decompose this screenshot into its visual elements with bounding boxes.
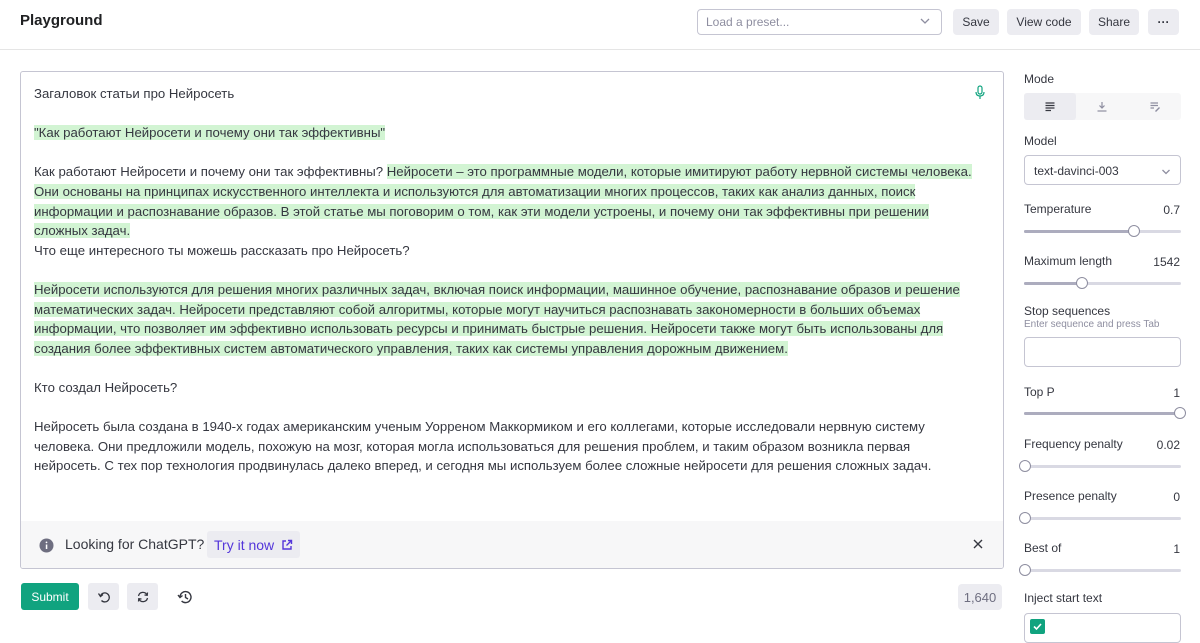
inject-start-label: Inject start text: [1024, 591, 1103, 605]
history-icon: [177, 589, 193, 605]
stop-sequences-label: Stop sequences: [1024, 304, 1111, 318]
complete-mode-icon: [1044, 101, 1056, 113]
editor-blank-line: [34, 398, 974, 418]
submit-button[interactable]: Submit: [21, 583, 79, 610]
max-length-handle[interactable]: [1076, 277, 1088, 289]
presence-penalty-slider[interactable]: [1024, 517, 1181, 520]
frequency-penalty-handle[interactable]: [1019, 460, 1031, 472]
preset-placeholder: Load a preset...: [706, 15, 790, 29]
temperature-label: Temperature: [1024, 202, 1092, 216]
stop-sequences-input[interactable]: [1024, 337, 1181, 367]
max-length-label: Maximum length: [1024, 254, 1113, 268]
prompt-segment: Как работают Нейросети и почему они так эффективны?: [34, 164, 387, 180]
max-length-value: 1542: [1153, 255, 1180, 269]
save-button[interactable]: Save: [953, 9, 999, 35]
presence-penalty-value: 0: [1173, 490, 1180, 504]
editor-paragraph: [34, 241, 974, 261]
editor-paragraph: [34, 84, 974, 104]
banner-message: Looking for ChatGPT?: [65, 536, 205, 552]
best-of-slider[interactable]: [1024, 569, 1181, 572]
editor-blank-line: [34, 260, 974, 280]
editor-paragraph: [34, 417, 974, 476]
chevron-down-icon: [1160, 166, 1172, 178]
preset-select[interactable]: [697, 9, 942, 35]
top-bar: [0, 0, 1200, 50]
completion-text: Нейросети используются для решения многих различных задач, включая поиск информации, машинное обучение, распознавание образов и решение математических задач. Нейросети представляют собой алгоритмы, которые могут научиться распознавать закономерности в больших объемах информации, что позволяет им эффективно использовать ресурсы и принимать быстрые решения. Нейросети также могут быть использованы для создания более эффективных систем автоматического управления, таких как системы управления дорожным движением.: [34, 281, 960, 356]
editor-paragraph: [34, 162, 974, 240]
prompt-segment: Загаловок статьи про Нейросеть: [34, 86, 235, 101]
top-p-value: 1: [1173, 386, 1180, 400]
stop-sequences-hint: Enter sequence and press Tab: [1024, 319, 1160, 330]
editor-blank-line: [34, 358, 974, 378]
page-title: Playground: [20, 12, 103, 29]
editor-paragraph: [34, 123, 974, 143]
frequency-penalty-slider[interactable]: [1024, 465, 1181, 468]
top-p-handle[interactable]: [1174, 407, 1186, 419]
view-code-button[interactable]: View code: [1007, 9, 1081, 35]
prompt-text[interactable]: [34, 84, 974, 476]
best-of-value: 1: [1173, 542, 1180, 556]
editor-paragraph: [34, 280, 974, 358]
mode-edit[interactable]: [1129, 93, 1181, 120]
presence-penalty-label: Presence penalty: [1024, 489, 1117, 503]
regenerate-icon: [136, 590, 150, 604]
info-icon: [39, 538, 54, 553]
editor-paragraph: [34, 378, 974, 398]
frequency-penalty-value: 0.02: [1156, 438, 1180, 452]
try-it-now-link[interactable]: [207, 531, 300, 558]
top-p-label: Top P: [1024, 385, 1055, 399]
best-of-handle[interactable]: [1019, 564, 1031, 576]
regenerate-button[interactable]: [127, 583, 158, 610]
undo-icon: [97, 590, 111, 604]
mode-complete[interactable]: [1024, 93, 1076, 120]
top-p-fill: [1024, 412, 1181, 415]
editor-blank-line: [34, 104, 974, 124]
chevron-down-icon: [918, 14, 932, 28]
mode-label: Mode: [1024, 72, 1055, 86]
inject-start-field[interactable]: [1024, 613, 1181, 643]
share-button[interactable]: Share: [1089, 9, 1139, 35]
close-icon[interactable]: [971, 537, 985, 551]
token-count: 1,640: [958, 584, 1002, 610]
temperature-fill: [1024, 230, 1134, 233]
mode-insert[interactable]: [1076, 93, 1128, 120]
edit-mode-icon: [1149, 101, 1161, 113]
undo-button[interactable]: [88, 583, 119, 610]
prompt-segment: Что еще интересного ты можешь рассказать про Нейросеть?: [34, 242, 410, 258]
model-value: text-davinci-003: [1034, 164, 1119, 178]
temperature-value: 0.7: [1163, 203, 1180, 217]
frequency-penalty-label: Frequency penalty: [1024, 437, 1123, 451]
prompt-segment: Нейросеть была создана в 1940-х годах американским ученым Уорреном Маккормиком и его коллегами, которые исследовали нервную систему человека. Они предложили модель, похожую на мозг, которая могла использоваться для решения проблем, и таким образом возникла первая нейросеть. С тех пор технология продвинулась далеко вперед, и сегодня мы используем более сложные нейросети для решения сложных задач.: [34, 419, 932, 474]
try-it-now-label: Try it now: [214, 536, 275, 553]
history-button[interactable]: [169, 583, 200, 610]
inject-start-checkbox[interactable]: [1030, 619, 1045, 634]
completion-text: "Как работают Нейросети и почему они так эффективны": [34, 125, 386, 141]
prompt-editor[interactable]: [20, 71, 1004, 569]
best-of-label: Best of: [1024, 541, 1062, 555]
model-select[interactable]: [1024, 155, 1181, 185]
top-p-slider[interactable]: [1024, 412, 1181, 415]
insert-mode-icon: [1096, 101, 1108, 113]
more-options-button[interactable]: ···: [1148, 9, 1179, 35]
external-link-icon: [281, 539, 293, 551]
presence-penalty-handle[interactable]: [1019, 512, 1031, 524]
max-length-slider[interactable]: [1024, 282, 1181, 285]
temperature-slider[interactable]: [1024, 230, 1181, 233]
prompt-segment: Кто создал Нейросеть?: [34, 379, 178, 395]
max-length-fill: [1024, 282, 1082, 285]
mode-selector: [1024, 93, 1181, 120]
microphone-icon[interactable]: [973, 85, 987, 101]
chatgpt-banner: [21, 521, 1003, 569]
checkmark-icon: [1032, 621, 1043, 632]
editor-blank-line: [34, 143, 974, 163]
temperature-handle[interactable]: [1128, 225, 1140, 237]
model-label: Model: [1024, 134, 1057, 148]
completion-text: Нейросети – это программные модели, которые имитируют работу нервной системы человека. Они основаны на принципах искусственного интеллекта и используются для автоматизации многих процессов, таких как анализ данных, поиск информации и распознавание образов. В этой статье мы поговорим о том, как эти модели устроены, и почему они так эффективны при решении сложных задач.: [34, 164, 972, 239]
